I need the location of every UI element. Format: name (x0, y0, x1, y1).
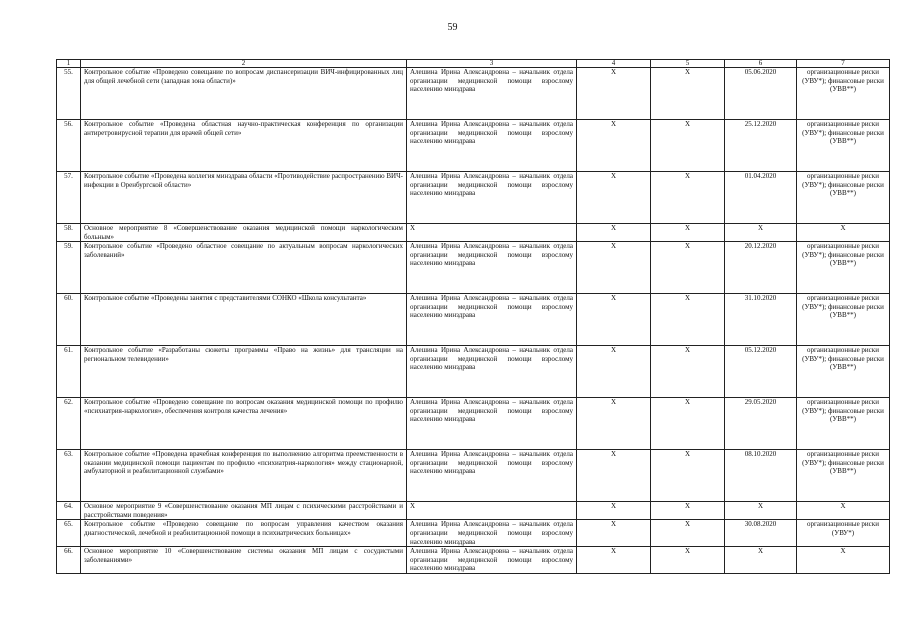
table-row (57, 346, 890, 398)
cell-col5: Х (651, 224, 725, 242)
responsible-person: Алешина Ирина Александровна – начальник отдела организации медицинской помощи взрослому населению минздрава (407, 346, 577, 398)
cell-col5: Х (651, 502, 725, 520)
responsible-person: Алешина Ирина Александровна – начальник отдела организации медицинской помощи взрослому населению минздрава (407, 120, 577, 172)
event-name: Контрольное событие «Проведено совещание по вопросам управления качеством оказания диагностической, лечебной и реабилитационной помощи в психиатрических больницах» (81, 520, 407, 547)
row-number: 57. (57, 172, 81, 224)
cell-col5: Х (651, 294, 725, 346)
due-date: 20.12.2020 (725, 242, 797, 294)
cell-col5: Х (651, 68, 725, 120)
page-number: 59 (447, 22, 458, 33)
due-date: 05.06.2020 (725, 68, 797, 120)
row-number: 56. (57, 120, 81, 172)
row-number: 60. (57, 294, 81, 346)
row-number: 59. (57, 242, 81, 294)
event-name: Контрольное событие «Проведено областное совещание по актуальным вопросам наркологических заболеваний» (81, 242, 407, 294)
event-name: Контрольное событие «Проведена врачебная конференция по выполнению алгоритма преемственности в оказании медицинской помощи пациентам по профилю «психиатрия-наркология» между стационарной, амбулаторной и реабилитационной службами» (81, 450, 407, 502)
table-row (57, 172, 890, 224)
cell-col5: Х (651, 450, 725, 502)
responsible-person: Алешина Ирина Александровна – начальник отдела организации медицинской помощи взрослому населению минздрава (407, 398, 577, 450)
column-header: 5 (651, 60, 725, 68)
event-name: Контрольное событие «Проведено совещание по вопросам диспансеризации ВИЧ-инфицированных лиц для общей лечебной сети (западная зона области)» (81, 68, 407, 120)
due-date: 30.08.2020 (725, 520, 797, 547)
responsible-person: Алешина Ирина Александровна – начальник отдела организации медицинской помощи взрослому населению минздрава (407, 68, 577, 120)
table-row (57, 242, 890, 294)
cell-col4: Х (577, 398, 651, 450)
cell-col4: Х (577, 547, 651, 574)
event-name: Основное мероприятие 9 «Совершенствование оказания МП лицам с психическими расстройствами и расстройствами поведения» (81, 502, 407, 520)
row-number: 61. (57, 346, 81, 398)
risk-description: организационные риски (УВУ*); финансовые риски (УВВ**) (797, 242, 890, 294)
cell-col5: Х (651, 398, 725, 450)
due-date: Х (725, 224, 797, 242)
risk-description: организационные риски (УВУ*); финансовые риски (УВВ**) (797, 172, 890, 224)
due-date: 31.10.2020 (725, 294, 797, 346)
cell-col5: Х (651, 120, 725, 172)
cell-col4: Х (577, 172, 651, 224)
event-name: Контрольное событие «Проведена областная научно-практическая конференция по организации антиретровирусной терапии для врачей общей сети» (81, 120, 407, 172)
cell-col4: Х (577, 242, 651, 294)
cell-col4: Х (577, 120, 651, 172)
risk-description: организационные риски (УВУ*); финансовые риски (УВВ**) (797, 346, 890, 398)
cell-col4: Х (577, 502, 651, 520)
column-header: 1 (57, 60, 81, 68)
row-number: 63. (57, 450, 81, 502)
event-name: Основное мероприятие 10 «Совершенствование системы оказания МП лицам с сосудистыми заболеваниями» (81, 547, 407, 574)
event-name: Контрольное событие «Разработаны сюжеты программы «Право на жизнь» для трансляции на региональном телевидении» (81, 346, 407, 398)
event-name: Контрольное событие «Проведены занятия с представителями СОНКО «Школа консультанта» (81, 294, 407, 346)
cell-col5: Х (651, 346, 725, 398)
header-row (57, 60, 890, 68)
column-header: 6 (725, 60, 797, 68)
plan-table (56, 59, 890, 574)
row-number: 58. (57, 224, 81, 242)
cell-col4: Х (577, 346, 651, 398)
column-header: 2 (81, 60, 407, 68)
risk-description: организационные риски (УВУ*); финансовые риски (УВВ**) (797, 450, 890, 502)
due-date: 25.12.2020 (725, 120, 797, 172)
cell-col5: Х (651, 547, 725, 574)
cell-col4: Х (577, 68, 651, 120)
risk-description: организационные риски (УВУ*) (797, 520, 890, 547)
event-name: Контрольное событие «Проведено совещание по вопросам оказания медицинской помощи по профилю «психиатрия-наркология», обеспечения контроля качества лечения» (81, 398, 407, 450)
cell-col5: Х (651, 242, 725, 294)
row-number: 66. (57, 547, 81, 574)
table-row (57, 224, 890, 242)
risk-description: Х (797, 224, 890, 242)
table-row (57, 502, 890, 520)
cell-col4: Х (577, 224, 651, 242)
row-number: 62. (57, 398, 81, 450)
cell-col4: Х (577, 294, 651, 346)
due-date: 29.05.2020 (725, 398, 797, 450)
table-row (57, 294, 890, 346)
due-date: 05.12.2020 (725, 346, 797, 398)
column-header: 3 (407, 60, 577, 68)
table-row (57, 68, 890, 120)
column-header: 4 (577, 60, 651, 68)
cell-col4: Х (577, 520, 651, 547)
responsible-person: Х (407, 224, 577, 242)
responsible-person: Алешина Ирина Александровна – начальник отдела организации медицинской помощи взрослому населению минздрава (407, 520, 577, 547)
table-row (57, 520, 890, 547)
responsible-person: Алешина Ирина Александровна – начальник отдела организации медицинской помощи взрослому населению минздрава (407, 242, 577, 294)
risk-description: Х (797, 502, 890, 520)
responsible-person: Алешина Ирина Александровна – начальник отдела организации медицинской помощи взрослому населению минздрава (407, 547, 577, 574)
risk-description: организационные риски (УВУ*); финансовые риски (УВВ**) (797, 294, 890, 346)
due-date: 08.10.2020 (725, 450, 797, 502)
cell-col5: Х (651, 520, 725, 547)
table-row (57, 547, 890, 574)
event-name: Основное мероприятие 8 «Совершенствование оказания медицинской помощи наркологическим больным» (81, 224, 407, 242)
row-number: 64. (57, 502, 81, 520)
table-row (57, 450, 890, 502)
due-date: 01.04.2020 (725, 172, 797, 224)
event-name: Контрольное событие «Проведена коллегия минздрава области «Противодействие распространению ВИЧ-инфекции в Оренбургской области» (81, 172, 407, 224)
table-row (57, 120, 890, 172)
due-date: Х (725, 502, 797, 520)
due-date: Х (725, 547, 797, 574)
responsible-person: Алешина Ирина Александровна – начальник отдела организации медицинской помощи взрослому населению минздрава (407, 450, 577, 502)
risk-description: организационные риски (УВУ*); финансовые риски (УВВ**) (797, 68, 890, 120)
row-number: 55. (57, 68, 81, 120)
table-row (57, 398, 890, 450)
responsible-person: Алешина Ирина Александровна – начальник отдела организации медицинской помощи взрослому населению минздрава (407, 294, 577, 346)
responsible-person: Алешина Ирина Александровна – начальник отдела организации медицинской помощи взрослому населению минздрава (407, 172, 577, 224)
column-header: 7 (797, 60, 890, 68)
row-number: 65. (57, 520, 81, 547)
risk-description: Х (797, 547, 890, 574)
cell-col4: Х (577, 450, 651, 502)
risk-description: организационные риски (УВУ*); финансовые риски (УВВ**) (797, 398, 890, 450)
cell-col5: Х (651, 172, 725, 224)
responsible-person: Х (407, 502, 577, 520)
risk-description: организационные риски (УВУ*); финансовые риски (УВВ**) (797, 120, 890, 172)
